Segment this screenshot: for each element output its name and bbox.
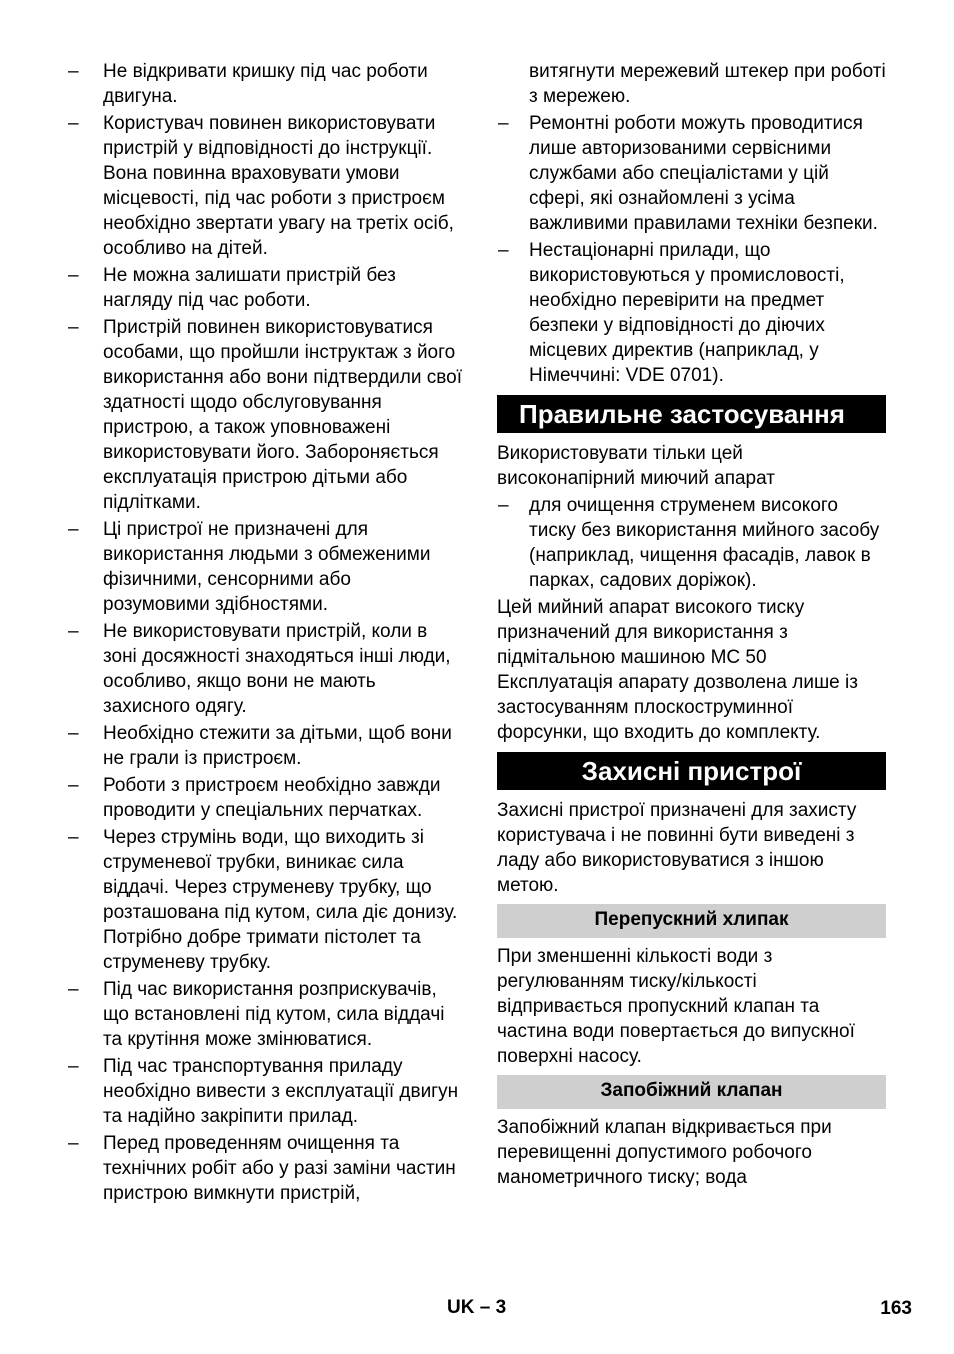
list-item-text: Ремонтні роботи можуть проводитися лише авторизованими сервісними службами або спеціалістами у цій сфері, які ознайомлені з усіма важливими правилами техніки безпеки.	[529, 113, 878, 234]
list-item-text: Користувач повинен використовувати пристрій у відповідності до інструкції. Вона повинна враховувати умови місцевості, під час роботи з пристроєм необхідно звертати увагу на третіх осіб, особливо на дітей.	[103, 113, 454, 259]
page-number: 163	[880, 1298, 912, 1319]
list-item	[66, 977, 462, 1052]
list-item	[66, 263, 462, 313]
list-item	[497, 238, 886, 388]
list-item-text: Необхідно стежити за дітьми, щоб вони не грали із пристроєм.	[103, 723, 452, 769]
section-heading-intended-use: Правильне застосування	[497, 395, 886, 433]
list-item	[66, 773, 462, 823]
paragraph: При зменшенні кількості води з регулюванням тиску/кількості відпривається пропускний клапан та частина води повертається до випускної поверхні насосу.	[497, 946, 855, 1067]
list-item-text: Перед проведенням очищення та технічних робіт або у разі заміни частин пристрою вимкнути пристрій,	[103, 1133, 456, 1204]
section-heading-safety-devices: Захисні пристрої	[497, 752, 886, 790]
dash-bullet: –	[68, 979, 79, 1000]
dash-bullet: –	[68, 775, 79, 796]
subheading-safety-valve: Запобіжний клапан	[497, 1075, 886, 1109]
dash-bullet: –	[68, 1133, 79, 1154]
list-item	[497, 111, 886, 236]
dash-bullet: –	[68, 1056, 79, 1077]
list-item-text: Через струмінь води, що виходить зі струменевої трубки, виникає сила віддачі. Через струменеву трубку, що розташована під кутом, сила діє донизу. Потрібно добре тримати пістолет та струменеву трубку.	[103, 827, 458, 973]
dash-bullet: –	[68, 827, 79, 848]
list-item	[497, 493, 886, 593]
list-item	[66, 721, 462, 771]
dash-bullet: –	[68, 519, 79, 540]
list-item	[66, 619, 462, 719]
dash-bullet: –	[498, 113, 509, 134]
list-item	[66, 111, 462, 261]
left-column	[66, 59, 462, 1208]
list-item	[66, 59, 462, 109]
list-item	[66, 517, 462, 617]
list-item-text: Під час транспортування приладу необхідно вивести з експлуатації двигун та надійно закріпити прилад.	[103, 1056, 459, 1127]
paragraph: Запобіжний клапан відкривається при перевищенні допустимого робочого манометричного тиску; вода	[497, 1117, 832, 1188]
dash-bullet: –	[498, 495, 509, 516]
list-item	[66, 315, 462, 515]
dash-bullet: –	[68, 61, 79, 82]
list-item-text: Нестаціонарні прилади, що використовуються у промисловості, необхідно перевірити на предмет безпеки у відповідності до діючих місцевих директив (наприклад, у Німеччині: VDE 0701).	[529, 240, 845, 386]
list-item-text: Роботи з пристроєм необхідно завжди проводити у спеціальних перчатках.	[103, 775, 441, 821]
dash-bullet: –	[68, 317, 79, 338]
dash-bullet: –	[68, 265, 79, 286]
paragraph: Використовувати тільки цей високонапірний миючий апарат	[497, 443, 775, 489]
dash-bullet: –	[68, 621, 79, 642]
list-item	[66, 825, 462, 975]
paragraph: Цей мийний апарат високого тиску призначений для використання з підмітальною машиною МС 50 Експлуатація апарату дозволена лише із застосуванням плоскоструминної форсунки, що входить до комплекту.	[497, 597, 858, 743]
list-item-continuation: витягнути мережевий штекер при роботі з мережею.	[529, 61, 886, 107]
dash-bullet: –	[498, 240, 509, 261]
list-item-text: Ці пристрої не призначені для використання людьми з обмеженими фізичними, сенсорними або розумовими здібностями.	[103, 519, 431, 615]
right-column	[497, 59, 886, 1192]
list-item-text: для очищення струменем високого тиску без використання мийного засобу (наприклад, чищення фасадів, лавок в парках, садових доріжок).	[529, 495, 880, 591]
list-item	[66, 1131, 462, 1206]
subheading-bypass-valve: Перепускний хлипак	[497, 904, 886, 938]
paragraph: Захисні пристрої призначені для захисту користувача і не повинні бути виведені з ладу або використовуватися з іншою метою.	[497, 800, 857, 896]
list-item-text: Під час використання розприскувачів, що встановлені під кутом, сила віддачі та крутіння може змінюватися.	[103, 979, 445, 1050]
footer-language-page: UK – 3	[447, 1297, 507, 1318]
list-item-text: Не використовувати пристрій, коли в зоні досяжності знаходяться інші люди, особливо, якщо вони не мають захисного одягу.	[103, 621, 451, 717]
dash-bullet: –	[68, 723, 79, 744]
list-item-text: Не відкривати кришку під час роботи двигуна.	[103, 61, 428, 107]
list-item-text: Пристрій повинен використовуватися особами, що пройшли інструктаж з його використання або вони підтвердили свої здатності щодо обслуговування пристрою, а також уповноважені використовувати його. Забороняється експлуатація пристрою дітьми або підлітками.	[103, 317, 462, 513]
list-item-text: Не можна залишати пристрій без нагляду під час роботи.	[103, 265, 396, 311]
list-item	[66, 1054, 462, 1129]
dash-bullet: –	[68, 113, 79, 134]
